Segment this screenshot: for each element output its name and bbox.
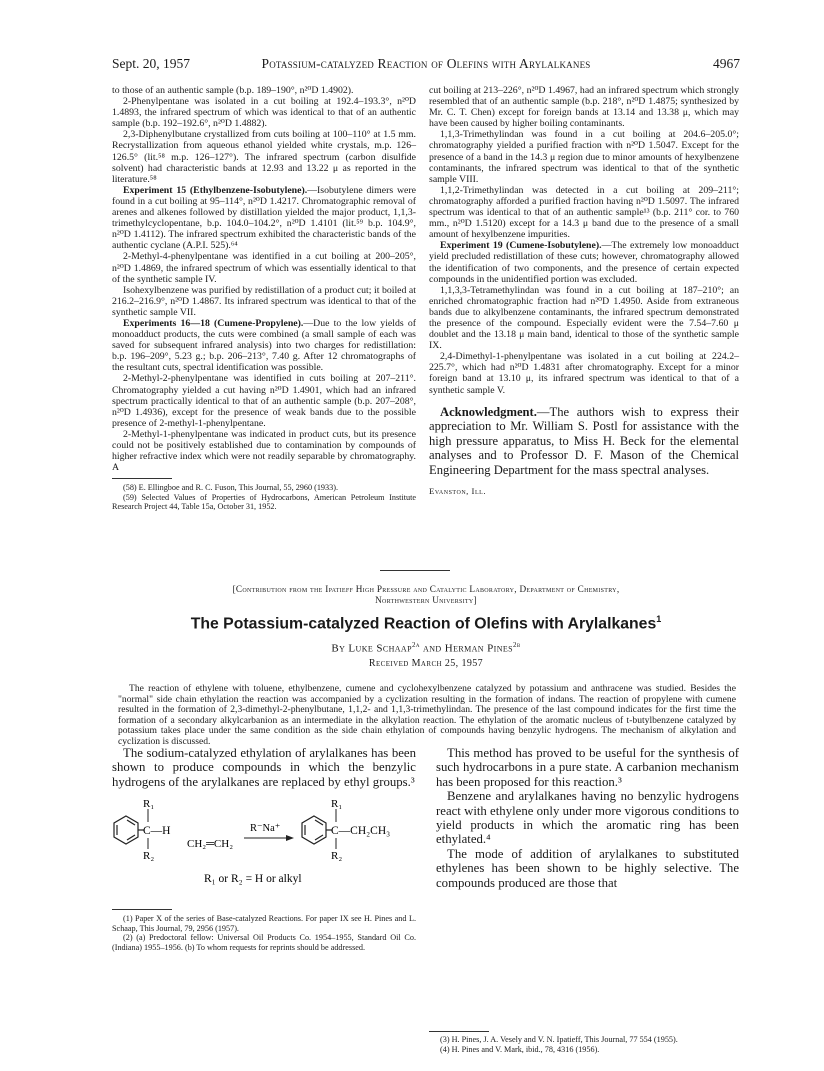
paragraph: 2,4-Dimethyl-1-phenylpentane was isolated in a cut boiling at 224.2–225.7°, which had n²⁰D 1.4831 after chromatography. Except for a minor foreign band at 13.10 μ, its infrared spectrum was identical to that of a synthetic sample V. <box>429 351 739 396</box>
running-header <box>112 56 740 72</box>
right-column <box>429 85 739 497</box>
paragraph <box>112 318 416 373</box>
author-name: Luke Schaap <box>348 642 412 655</box>
reagent-label: R⁻Na⁺ <box>250 823 281 834</box>
experiment-heading: Experiments 16—18 (Cumene-Propylene). <box>123 317 304 329</box>
reaction-scheme-drawing <box>112 798 416 902</box>
benzene-ring <box>302 816 326 844</box>
footnotes <box>112 483 416 512</box>
paragraph: The sodium-catalyzed ethylation of arylalkanes has been shown to produce compounds in which the benzylic hydrogens of the arylalkanes are replaced by ethyl groups.³ <box>112 746 416 789</box>
and-word: and <box>423 642 442 655</box>
article-separator <box>380 570 450 571</box>
paragraph: 1,1,2-Trimethylindan was detected in a cut boiling at 209–211°; chromatography afforded a purified fraction having n²⁰D 1.5097. The infrared spectrum was identical to that of an authentic sample¹³ (b.p. 211° cor. to 760 mm., n²⁰D 1.5120) except for a 14.3 μ band due to the presence of a small amount of hexylbenzene impurities. <box>429 184 739 241</box>
paragraph: cut boiling at 213–226°, n²⁰D 1.4967, had an infrared spectrum which strongly resembled that of an authentic sample (b.p. 218°, n²⁰D 1.4875; synthesized by Mr. C. T. Chen) except for foreign bands at 13.14 and 13.38 μ, which may have been caused by higher boiling contaminants. <box>429 85 739 130</box>
paragraph: 2-Methyl-1-phenylpentane was indicated in product cuts, but its presence could not be positively established due to contamination by compounds of higher refractive index which were not readily separable by chromatography. A <box>112 428 416 474</box>
paragraph: The mode of addition of arylalkanes to substituted ethylenes has been shown to be highly selective. The compounds produced are those that <box>436 846 739 890</box>
experiment-heading: Experiment 15 (Ethylbenzene-Isobutylene). <box>123 184 308 196</box>
header-page-number: 4967 <box>713 56 740 71</box>
paragraph <box>429 240 739 284</box>
contribution-line-1: [Contribution from the Ipatieff High Pressure and Catalytic Laboratory, Department of Chemistry, <box>232 584 620 594</box>
body-right-column <box>436 746 739 890</box>
paragraph: 1,1,3-Trimethylindan was found in a cut boiling at 204.6–205.0°; chromatography yielded a purified fraction with n²⁰D 1.5047. Except for the presence of a band in the 14.3 μ region due to minor amounts of hexylbenzene contaminants, the infrared spectrum was identical to that of the synthetic sample VIII. <box>429 129 739 185</box>
left-column <box>112 85 416 512</box>
r1-label: R₁ <box>331 798 343 810</box>
received-date: Received March 25, 1957 <box>368 658 484 669</box>
footnote-rule <box>112 909 172 910</box>
paragraph: to those of an authentic sample (b.p. 189–190°, n²⁰D 1.4902). <box>112 85 354 96</box>
author-line <box>112 641 740 655</box>
ethylene-label: CH₂═CH₂ <box>187 838 234 850</box>
arrowhead <box>286 835 294 841</box>
footnote-rule <box>429 1031 489 1032</box>
footnote: (2) (a) Predoctoral fellow: Universal Oil Products Co. 1954–1955, Standard Oil Co. (Indiana) 1955–1956. (b) To whom requests for reprints should be addressed. <box>112 933 416 952</box>
footnotes-right <box>429 1031 739 1054</box>
title-footnote-mark: 1 <box>656 614 662 624</box>
footnotes-left <box>112 909 416 952</box>
footnote-rule <box>112 478 172 479</box>
author-footnote-mark: 2b <box>513 641 521 649</box>
footnote: (1) Paper X of the series of Base-catalyzed Reactions. For paper IX see H. Pines and L. Schaap, This Journal, 79, 2956 (1957). <box>112 914 416 933</box>
paragraph-text: —The extremely low monoadduct yield precluded redistillation of these cuts; however, chromatography allowed the identification of two components, and the presence of certain expected compounds in the unidentified portion was excluded. <box>429 240 740 285</box>
by-word: By <box>331 642 346 655</box>
paragraph: This method has proved to be useful for the synthesis of such hydrocarbons in a pure state. A carbanion mechanism has been proposed for this reaction.³ <box>436 746 739 789</box>
footnote: (4) H. Pines and V. Mark, ibid., 78, 4316 (1956). <box>440 1044 600 1054</box>
author-name: Herman Pines <box>444 642 514 655</box>
header-running-title: Potassium-catalyzed Reaction of Olefins with Arylalkanes <box>261 56 591 71</box>
article-title <box>112 614 740 633</box>
footnote: (58) E. Ellingboe and R. C. Fuson, This Journal, 55, 2960 (1933). <box>123 483 338 493</box>
abstract: The reaction of ethylene with toluene, ethylbenzene, cumene and cyclohexylbenzene catalyzed by potassium and anthracene was studied. Besides the "normal" side chain ethylation the reaction was accompanied by a cyclization resulting in the formation of indans. The reaction of propylene with cumene resulted in the formation of 2,3-dimethyl-2-phenylbutane, 1,1,2- and 1,1,3-trimethylindan. The presence of the last compound indicates for the first time the formation of a secondary alkylcarbanion as an intermediate in the alkylation reaction. The ethylation of the aromatic nucleus of t-butylbenzene catalyzed by potassium takes place under the same condition as the side chain ethylation of compounds having benzylic hydrogens. The mechanism of alkylation and cyclization is discussed. <box>118 683 736 747</box>
contribution-line-2: Northwestern University] <box>375 595 477 605</box>
paragraph: Benzene and arylalkanes having no benzylic hydrogens react with ethylene only under more vigorous conditions to yield products in which the aromatic ring has been ethylated.⁴ <box>436 789 739 847</box>
paragraph: 2,3-Diphenylbutane crystallized from cuts boiling at 100–110° at 1.5 mm. Recrystallization from aqueous ethanol yielded white crystals, m.p. 126–126.5° (lit.⁵⁸ m.p. 126–127°). The infrared spectrum (carbon disulfide solvent) had characteristic bands at 12.93 and 13.22 μ as reported in the literature.⁵⁸ <box>112 129 416 185</box>
acknowledgment <box>429 405 739 478</box>
footnote: (59) Selected Values of Properties of Hydrocarbons, American Petroleum Institute Research Project 44, Table 15a, October 31, 1952. <box>112 492 416 512</box>
header-date: Sept. 20, 1957 <box>112 56 191 71</box>
r2-label: R₂ <box>331 850 343 862</box>
footnote: (3) H. Pines, J. A. Vesely and V. N. Ipatieff, This Journal, 77 554 (1955). <box>440 1035 678 1044</box>
acknowledgment-text: —The authors wish to express their appreciation to Mr. William S. Postl for assistance with the high pressure apparatus, to Miss H. Beck for the elemental analyses and to Professor D. F. Mason of the Chemical Engineering Department for the mass spectral analyses. <box>429 404 739 477</box>
paragraph: 2-Methyl-4-phenylpentane was identified in a cut boiling at 200–205°, n²⁰D 1.4869, the infrared spectrum of which was essentially identical to that of the synthetic sample IV. <box>112 251 416 285</box>
r1-label: R₁ <box>143 798 155 810</box>
article-title-text: The Potassium-catalyzed Reaction of Olefins with Arylalkanes <box>190 615 657 633</box>
paragraph: 1,1,3,3-Tetramethylindan was found in a cut boiling at 187–210°; an enriched chromatographic fraction had n²⁰D 1.4950. Aside from extraneous bands due to alkylbenzene contaminants, the infrared spectrum demonstrated the presence of the compound. Especially evident were the 7.54–7.60 μ doublet and the 13.18 μ main band, identical to those of the synthetic sample IX. <box>429 284 739 352</box>
benzene-ring <box>114 816 138 844</box>
c-h-label: C—H <box>143 825 171 837</box>
paragraph: 2-Phenylpentane was isolated in a cut boiling at 192.4–193.3°, n²⁰D 1.4893, the infrared spectrum of which was identical to that of an authentic sample (b.p. 192–192.6°, n²⁰D 1.4882). <box>112 96 416 130</box>
c-ethyl-label: C—CH₂CH₃ <box>331 825 391 837</box>
paragraph-text: —Isobutylene dimers were found in a cut boiling at 95–114°, n²⁰D 1.4217. Chromatographic removal of arenes and alkenes followed by distillation yielded the major product, 1,1,3-trimethylcyclopentane, b.p. 104.0–104.2°, n²⁰D 1.4101 (lit.⁵⁹ b.p. 104.9°, n²⁰D 1.4112). The infrared spectrum exhibited the characteristic bands of the authentic cyclane (A.P.I. 525).⁶⁴ <box>112 184 416 252</box>
location-line: Evanston, Ill. <box>429 485 487 496</box>
acknowledgment-heading: Acknowledgment. <box>440 404 537 419</box>
paragraph <box>112 185 416 252</box>
r2-label: R₂ <box>143 850 155 862</box>
reaction-scheme <box>112 798 416 902</box>
paragraph-text: —Due to the low yields of monoadduct products, the cuts were combined (a small sample of each was saved for subsequent infrared analysis) into two charges for redistillation: b.p. 196–209°, 5.23 g.; b.p. 206–213°, 7.40 g. After 12 chromatographs of the resultant cuts, spectral identification was possible. <box>112 317 416 374</box>
author-footnote-mark: 2a <box>411 641 420 649</box>
experiment-heading: Experiment 19 (Cumene-Isobutylene). <box>440 240 602 252</box>
contribution-line <box>112 584 740 606</box>
paragraph: 2-Methyl-2-phenylpentane was identified in cuts boiling at 207–211°. Chromatography yielded a cut having n²⁰D 1.4901, which had an infrared spectrum practically identical to that of an authentic sample (b.p. 207–208°, n²⁰D 1.4936), except for the presence of weak bands due to the possible presence of 2-methyl-1-phenylpentane. <box>112 373 416 429</box>
substituent-condition: R₁ or R₂ = H or alkyl <box>204 873 302 885</box>
paragraph: Isohexylbenzene was purified by redistillation of a product cut; it boiled at 216.2–216.9°, n²⁰D 1.4867. Its infrared spectrum was identical to that of the synthetic sample VII. <box>112 284 416 318</box>
body-left-column <box>112 746 416 789</box>
